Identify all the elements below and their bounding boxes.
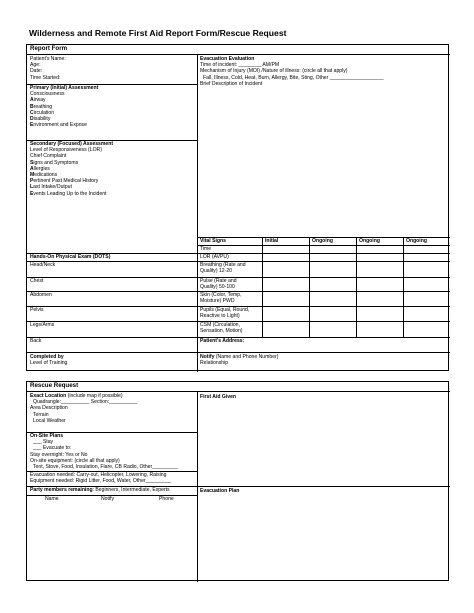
secondary-item: Medications (30, 172, 58, 179)
hands-on-exam-title: Hands-On Physical Exam (DOTS) (30, 254, 111, 260)
onsite-item: On-site equipment: (circle all that apply) (30, 457, 120, 464)
primary-item: Disability (30, 116, 51, 123)
primary-item: Circulation (30, 109, 55, 116)
notify-block (200, 354, 278, 366)
secondary-item: Pertinent Past Medical History (30, 178, 99, 185)
exam-back: Back (30, 338, 42, 344)
secondary-item: Level of Responsiveness (LOR) (30, 147, 102, 154)
onsite-item: Tent, Stove, Food, Insulation, Flare, CB Radio, Other_________ (33, 464, 178, 471)
vital-signs-header: Vital Signs (200, 238, 226, 244)
primary-assessment-title: Primary (Initial) Assessment (30, 85, 99, 91)
evacuation-evaluation-block (200, 56, 384, 87)
primary-item: Airway (30, 97, 46, 104)
evacuation-plan-label: Evacuation Plan (200, 488, 240, 494)
level-of-training-label: Level of Training (30, 360, 68, 367)
report-heading-rule (27, 54, 450, 55)
terrain-label: Terrain (33, 411, 49, 418)
secondary-item: Events Leading Up to the Incident (30, 190, 107, 197)
equipment-needed-label: Equipment needed: Rigid Litter, Food, Water, Other_________ (30, 478, 172, 485)
age-label: Age: (30, 62, 41, 69)
evacuation-needed-label: Evacuation needed: Carry-out, Helicopter, Lowering, Raising (30, 472, 167, 478)
time-of-incident-field: Time of incident: ________ AM/PM (200, 62, 280, 69)
vital-time-label: Time (200, 246, 212, 252)
secondary-item: Last Intake/Output (30, 184, 72, 191)
onsite-plans-block (30, 433, 178, 470)
rescue-request-table (26, 381, 449, 581)
primary-item: Consciousness (30, 91, 65, 98)
secondary-assessment-block (30, 141, 113, 197)
time-started-label: Time Started: (30, 74, 61, 81)
exam-legs-arms: Legs/Arms (30, 322, 55, 328)
secondary-assessment-title: Secondary (Focused) Assessment (30, 141, 114, 147)
first-aid-given-label: First Aid Given (200, 394, 237, 400)
party-col-phone: Phone (159, 496, 174, 502)
primary-item: Environment and Expose (30, 122, 87, 129)
onsite-plans-title: On-Site Plans (30, 433, 64, 439)
primary-item: Breathing (30, 103, 53, 110)
secondary-item: Allergies (30, 165, 50, 172)
party-col-notify: Notify (101, 496, 115, 502)
exam-head-neck: Head/Neck (30, 262, 56, 268)
onsite-item: ___ Stay (33, 439, 54, 446)
notify-label: Notify (Name and Phone Number) (200, 354, 279, 360)
primary-assessment-block (30, 85, 98, 128)
completed-by-block (30, 354, 67, 366)
party-col-name: Name (45, 496, 59, 502)
document-title: Wilderness and Remote First Aid Report Form/Rescue Request (29, 28, 287, 38)
date-label: Date: (30, 68, 43, 75)
exact-location-label: Exact Location (include map if possible) (30, 393, 123, 399)
vitals-ongoing-header: Ongoing (312, 238, 333, 244)
vital-pulse: Pulse (Rate and Quality) 50-100 (200, 278, 237, 291)
completed-by-label: Completed by (30, 354, 64, 360)
party-members-label: Party members remaining: Beginners, Intermediate, Experts (30, 487, 170, 493)
patient-info-block (30, 56, 66, 81)
vitals-col-2 (309, 237, 310, 337)
vitals-ongoing-header: Ongoing (359, 238, 380, 244)
report-center-divider (197, 54, 198, 372)
vitals-col-1 (262, 237, 263, 337)
quadrangle-field: Quadrangle:__________ Section:__________ (33, 399, 138, 406)
brief-description-label: Brief Description of Incident (200, 80, 263, 87)
vital-breathing: Breathing (Rate and Quality) 12-20 (200, 262, 246, 275)
vital-skin: Skin (Color, Temp, Moisture) PWD (200, 292, 242, 305)
vitals-ongoing-header: Ongoing (406, 238, 427, 244)
vitals-col-3 (356, 237, 357, 337)
vital-csm: CSM (Circulation, Sensation, Motion) (200, 322, 243, 335)
onsite-item: ___ Evacuate to: (33, 445, 72, 452)
vital-lor-label: LOR (AVPU) (200, 254, 229, 260)
vitals-initial-header: Initial (265, 238, 279, 244)
exam-pelvis: Pelvis (30, 307, 44, 313)
mechanism-of-injury-label: Mechanism of Injury (MOI) /Nature of illness: (circle all that apply) (200, 68, 348, 75)
evacuation-evaluation-title: Evacuation Evaluation (200, 56, 255, 62)
relationship-label: Relationship (200, 360, 229, 367)
vitals-col-4 (403, 237, 404, 337)
vitals-header-bottom (197, 245, 450, 246)
chest-rule (27, 277, 450, 278)
area-description-label: Area Description (30, 405, 68, 412)
report-form-table (26, 44, 449, 371)
exam-abdomen: Abdomen (30, 292, 52, 298)
report-completed-rule (27, 352, 450, 353)
mechanism-options: Fall, Illness, Cold, Heat, Burn, Allergy, Bite, Sting, Other ___________________ (203, 74, 384, 81)
exam-chest: Chest (30, 278, 44, 284)
exact-location-block (30, 393, 138, 424)
patient-name-label: Patient's Name: (30, 56, 66, 62)
local-weather-label: Local Weather (33, 417, 66, 424)
patient-address-label: Patient's Address: (200, 338, 245, 344)
onsite-item: Stay overnight: Yes or No (30, 451, 88, 458)
rescue-request-heading: Rescue Request (30, 382, 79, 389)
secondary-item: Chief Complaint (30, 153, 67, 160)
rescue-heading-rule (27, 391, 450, 392)
report-form-heading: Report Form (30, 45, 68, 52)
evacuation-needed-block (30, 472, 171, 484)
secondary-item: Signs and Symptoms (30, 159, 79, 166)
vital-pupils: Pupils (Equal, Round, Reactive to Light) (200, 307, 250, 320)
